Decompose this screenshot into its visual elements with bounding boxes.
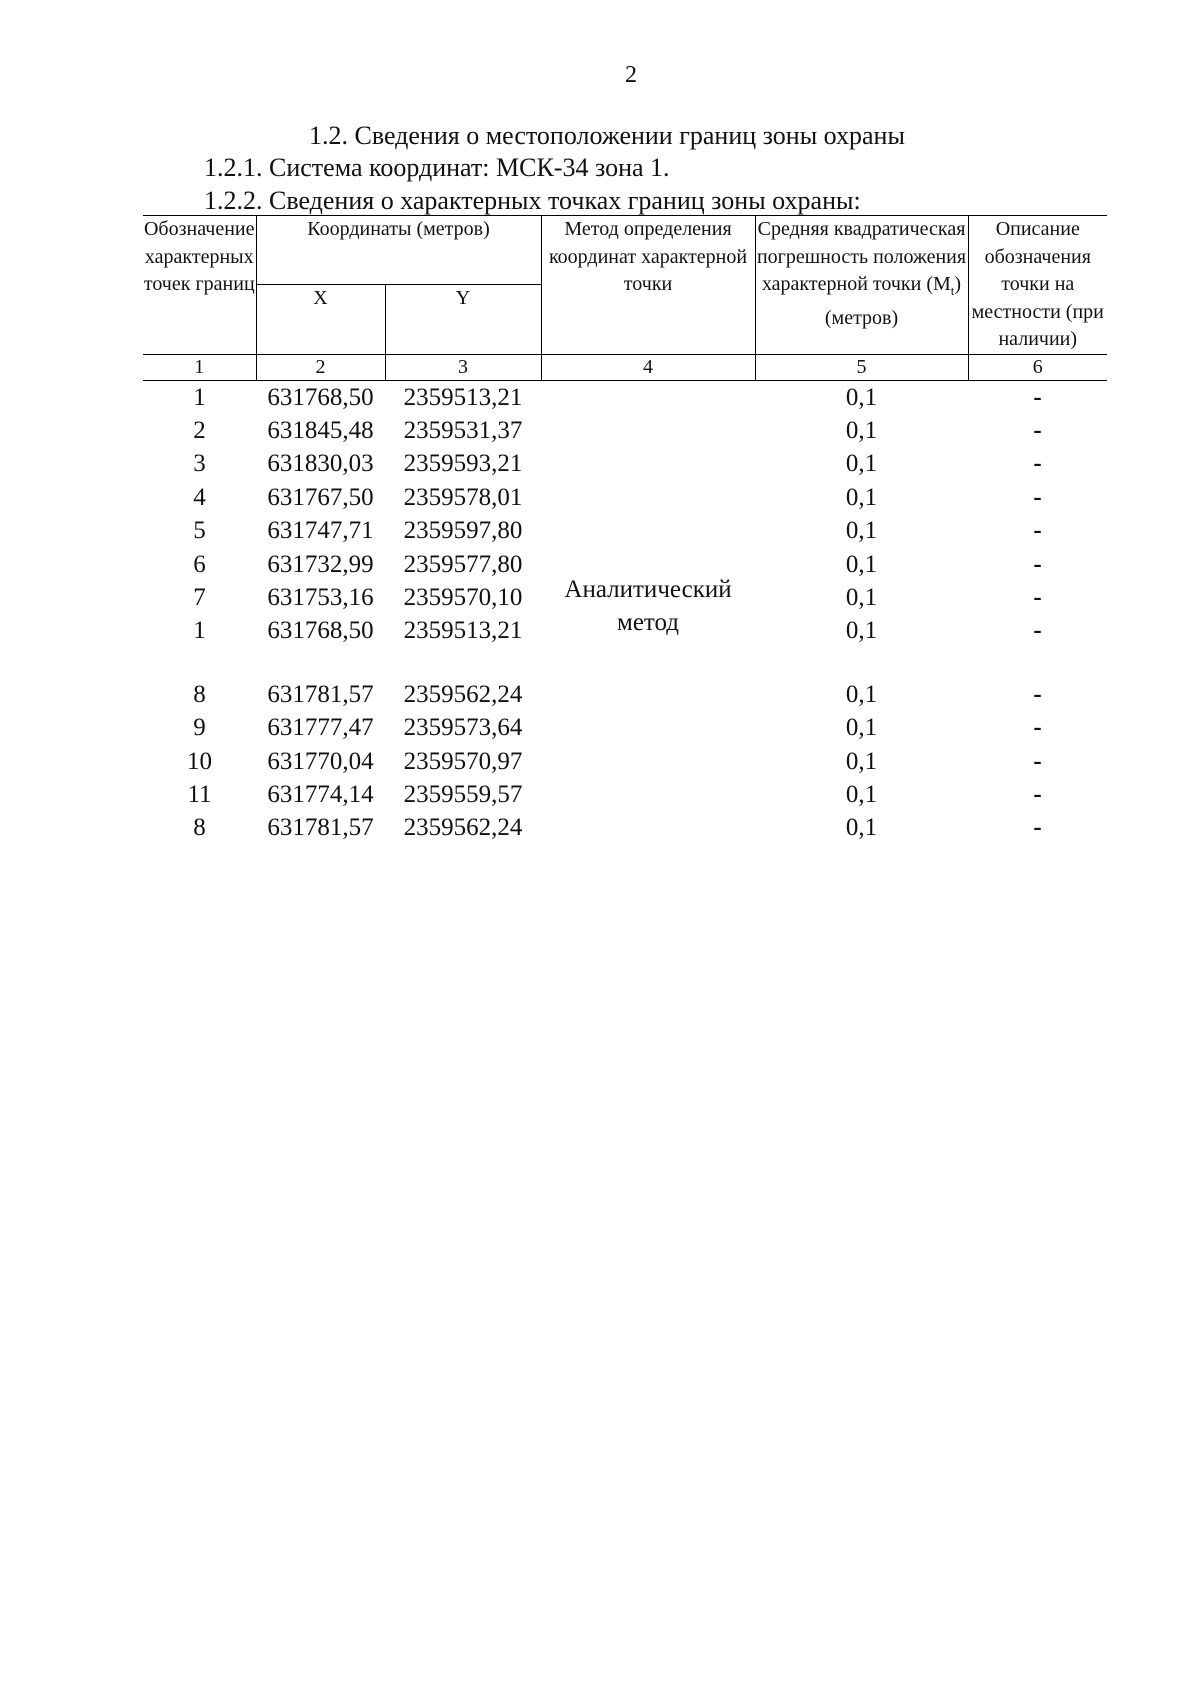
point-description: - xyxy=(1033,416,1042,444)
point-description: - xyxy=(1033,483,1042,511)
point-description: - xyxy=(1033,814,1042,842)
y-coordinate: 2359559,57 xyxy=(403,780,523,808)
x-coordinate: 631781,57 xyxy=(267,814,374,842)
y-coordinate: 2359531,37 xyxy=(403,416,523,444)
coordinate-system-heading: 1.2.1. Система координат: МСК-34 зона 1. xyxy=(204,153,670,182)
point-number: 11 xyxy=(187,780,212,808)
point-description: - xyxy=(1033,780,1042,808)
mean-square-error: 0,1 xyxy=(845,583,878,611)
section-heading: 1.2. Сведения о местоположении границ зоны охраны xyxy=(309,121,905,150)
x-coordinate: 631768,50 xyxy=(267,383,374,411)
x-coordinate: 631845,48 xyxy=(267,416,374,444)
x-coordinate: 631753,16 xyxy=(267,583,374,611)
point-designation-header: Обозначение характерных точек границ xyxy=(143,216,256,355)
point-number: 1 xyxy=(193,617,206,645)
x-coordinate: 631770,04 xyxy=(267,747,374,775)
point-description: - xyxy=(1033,583,1042,611)
method-value: Аналитический метод xyxy=(564,575,732,636)
point-description: - xyxy=(1033,747,1042,775)
x-coordinate: 631781,57 xyxy=(267,680,374,708)
point-description: - xyxy=(1033,714,1042,742)
method-header: Метод определения координат характерной точки xyxy=(541,216,755,355)
point-description: - xyxy=(1033,680,1042,708)
point-description: - xyxy=(1033,517,1042,545)
x-coordinate: 631768,50 xyxy=(267,617,374,645)
y-coordinate: 2359578,01 xyxy=(403,483,523,511)
point-description: - xyxy=(1033,617,1042,645)
table-body xyxy=(143,380,1107,845)
column-number: 5 xyxy=(755,354,968,380)
column-number: 1 xyxy=(143,354,256,380)
characteristic-points-heading: 1.2.2. Сведения о характерных точках границ зоны охраны: xyxy=(204,186,861,215)
point-description: - xyxy=(1033,550,1042,578)
point-number: 9 xyxy=(193,714,206,742)
mean-square-error: 0,1 xyxy=(845,617,878,645)
y-header: Y xyxy=(385,285,541,354)
point-number: 8 xyxy=(193,814,206,842)
x-coordinate: 631767,50 xyxy=(267,483,374,511)
mean-square-error: 0,1 xyxy=(845,483,878,511)
mean-square-error: 0,1 xyxy=(845,450,878,478)
point-number: 5 xyxy=(193,517,206,545)
point-number: 8 xyxy=(193,680,206,708)
y-coordinate: 2359513,21 xyxy=(403,617,523,645)
x-coordinate: 631777,47 xyxy=(267,714,374,742)
mean-square-error: 0,1 xyxy=(845,680,878,708)
y-coordinate: 2359593,21 xyxy=(403,450,523,478)
mean-square-error: 0,1 xyxy=(845,714,878,742)
point-number: 7 xyxy=(193,583,206,611)
table-row xyxy=(143,380,1107,414)
point-number: 1 xyxy=(193,383,206,411)
point-number: 3 xyxy=(193,450,206,478)
coordinates-header: Координаты (метров) xyxy=(256,216,541,285)
x-header: X xyxy=(256,285,385,354)
mean-square-error: 0,1 xyxy=(845,416,878,444)
column-number: 4 xyxy=(541,354,755,380)
column-number: 6 xyxy=(968,354,1107,380)
x-coordinate: 631732,99 xyxy=(267,550,374,578)
point-description: - xyxy=(1033,383,1042,411)
y-coordinate: 2359573,64 xyxy=(403,714,523,742)
mean-square-error: 0,1 xyxy=(845,814,878,842)
boundary-points-table xyxy=(143,215,1107,845)
mean-square-error: 0,1 xyxy=(845,550,878,578)
y-coordinate: 2359597,80 xyxy=(403,517,523,545)
mean-square-error: 0,1 xyxy=(845,780,878,808)
x-coordinate: 631774,14 xyxy=(267,780,374,808)
point-number: 2 xyxy=(193,416,206,444)
y-coordinate: 2359513,21 xyxy=(403,383,523,411)
column-number: 3 xyxy=(385,354,541,380)
mean-square-error: 0,1 xyxy=(845,383,878,411)
column-number: 2 xyxy=(256,354,385,380)
mean-square-error: 0,1 xyxy=(845,517,878,545)
y-coordinate: 2359570,10 xyxy=(403,583,523,611)
point-number: 4 xyxy=(193,483,206,511)
mean-square-error-header: Средняя квадратическая погрешность положения характерной точки $(M_t)$ (метров) xyxy=(755,216,968,355)
page-number: 2 xyxy=(625,62,637,88)
y-coordinate: 2359570,97 xyxy=(403,747,523,775)
point-number: 6 xyxy=(193,550,206,578)
point-description: - xyxy=(1033,450,1042,478)
point-number: 10 xyxy=(187,747,212,775)
point-description-header: Описание обозначения точки на местности (при наличии) xyxy=(968,216,1107,355)
y-coordinate: 2359562,24 xyxy=(403,680,523,708)
mean-square-error: 0,1 xyxy=(845,747,878,775)
x-coordinate: 631830,03 xyxy=(267,450,374,478)
y-coordinate: 2359562,24 xyxy=(403,814,523,842)
y-coordinate: 2359577,80 xyxy=(403,550,523,578)
x-coordinate: 631747,71 xyxy=(267,517,374,545)
